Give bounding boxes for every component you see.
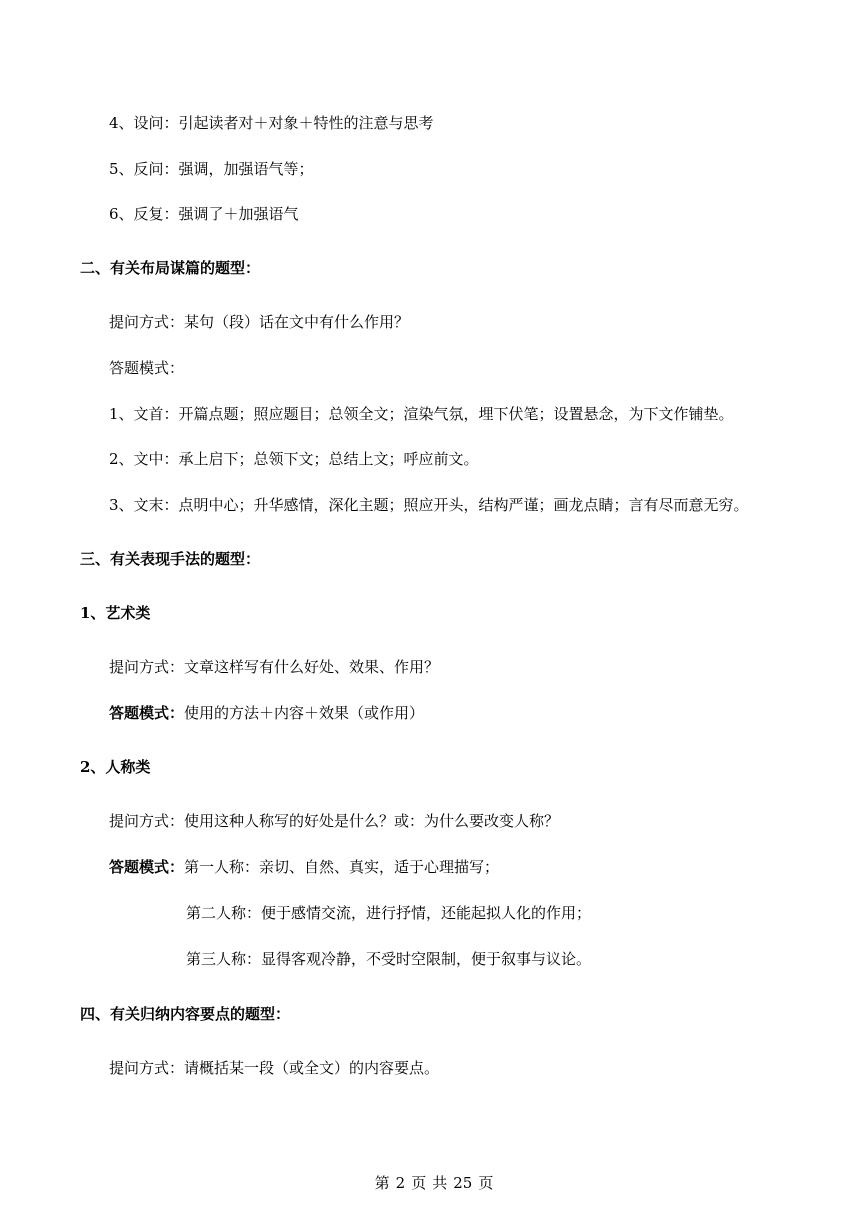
question-format-layout: 提问方式：某句（段）话在文中有什么作用？ xyxy=(109,313,410,331)
subheading-art: 1、艺术类 xyxy=(80,604,151,622)
list-item-beginning: 1、文首：开篇点题；照应题目；总领全文；渲染气氛，埋下伏笔；设置悬念，为下文作铺垫。 xyxy=(109,405,734,423)
list-item-counter-question: 5、反问：强调，加强语气等； xyxy=(109,160,314,178)
footer-page-word: 页 xyxy=(411,1174,427,1192)
question-format-art: 提问方式：文章这样写有什么好处、效果、作用？ xyxy=(109,658,440,676)
footer-total-pages: 25 xyxy=(453,1174,473,1192)
answer-format-art xyxy=(109,703,424,723)
section-heading-summary: 四、有关归纳内容要点的题型： xyxy=(80,1005,291,1023)
footer-current-page: 2 xyxy=(395,1174,406,1192)
answer-second-person: 第二人称：便于感情交流，进行抒情，还能起拟人化的作用； xyxy=(186,904,592,922)
question-format-summary: 提问方式：请概括某一段（或全文）的内容要点。 xyxy=(109,1059,440,1077)
subheading-person: 2、人称类 xyxy=(80,758,151,776)
footer-prefix: 第 xyxy=(374,1174,390,1192)
answer-format-person xyxy=(109,857,499,877)
list-item-repetition: 6、反复：强调了＋加强语气 xyxy=(109,205,299,223)
answer-third-person: 第三人称：显得客观冷静，不受时空限制，便于叙事与议论。 xyxy=(186,950,592,968)
answer-format-label: 答题模式： xyxy=(109,359,185,377)
answer-format-label: 答题模式： xyxy=(109,858,185,876)
question-format-person: 提问方式：使用这种人称写的好处是什么？或：为什么要改变人称？ xyxy=(109,812,560,830)
section-heading-techniques: 三、有关表现手法的题型： xyxy=(80,550,261,568)
answer-first-person: 第一人称：亲切、自然、真实，适于心理描写； xyxy=(184,858,500,876)
list-item-rhetorical-question: 4、设问：引起读者对＋对象＋特性的注意与思考 xyxy=(109,114,434,132)
answer-format-text: 使用的方法＋内容＋效果（或作用） xyxy=(184,704,425,722)
page-footer xyxy=(0,1173,868,1193)
footer-suffix: 页 xyxy=(478,1174,494,1192)
list-item-middle: 2、文中：承上启下；总领下文；总结上文；呼应前文。 xyxy=(109,450,479,468)
section-heading-layout: 二、有关布局谋篇的题型： xyxy=(80,259,261,277)
list-item-ending: 3、文末：点明中心；升华感情，深化主题；照应开头，结构严谨；画龙点睛；言有尽而意无穷。 xyxy=(109,496,749,514)
footer-total-word: 共 xyxy=(432,1174,448,1192)
answer-format-label: 答题模式： xyxy=(109,704,185,722)
